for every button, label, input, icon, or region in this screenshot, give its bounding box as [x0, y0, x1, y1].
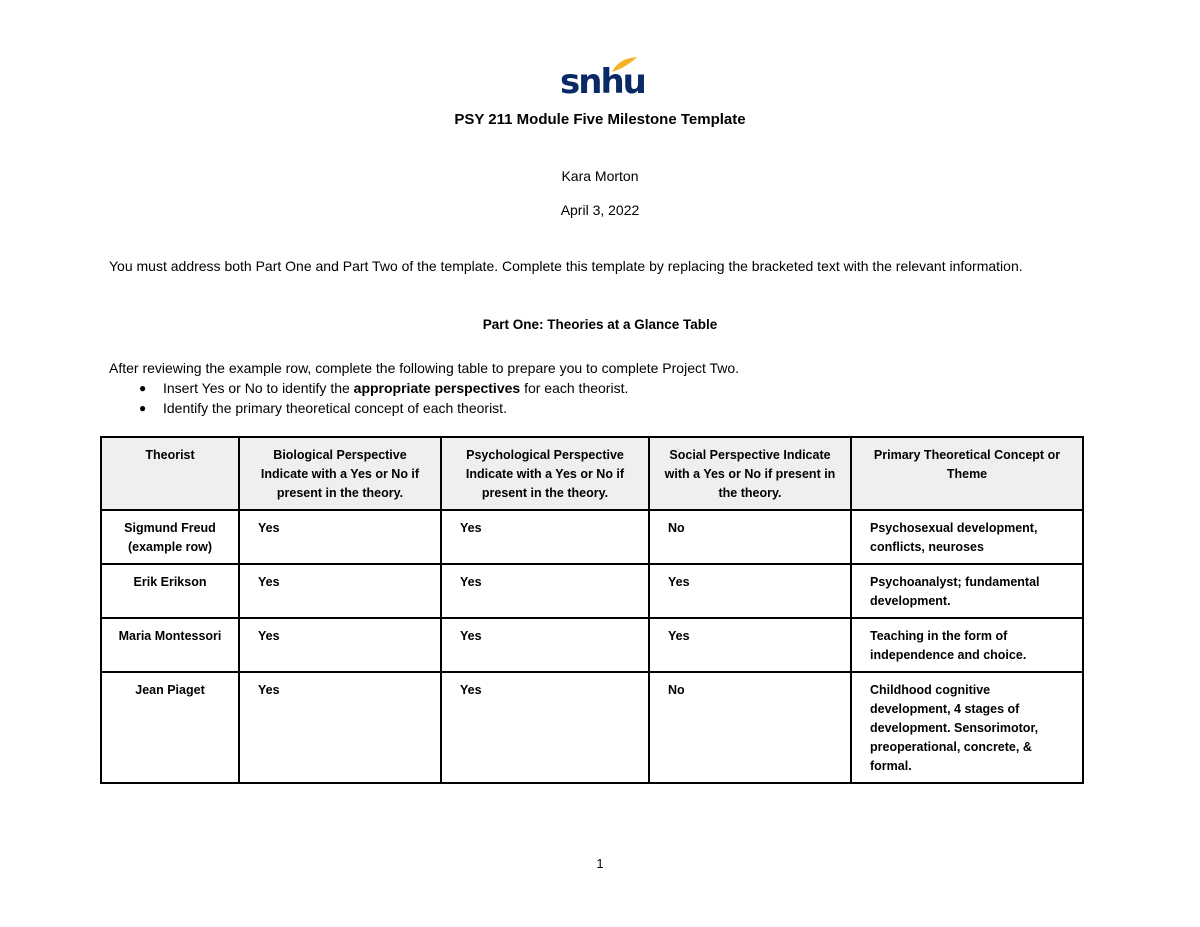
header-concept: Primary Theoretical Concept or Theme	[851, 437, 1083, 510]
biological-cell: Yes	[239, 510, 441, 564]
header-biological: Biological Perspective Indicate with a Yes or No if present in the theory.	[239, 437, 441, 510]
theorist-cell: Maria Montessori	[101, 618, 239, 672]
concept-cell: Psychoanalyst; fundamental development.	[851, 564, 1083, 618]
header-social: Social Perspective Indicate with a Yes or No if present in the theory.	[649, 437, 851, 510]
theorist-cell: Jean Piaget	[101, 672, 239, 783]
social-cell: Yes	[649, 564, 851, 618]
bullet-text-pre: Identify the primary theoretical concept of each theorist.	[163, 400, 507, 416]
table-row	[101, 618, 1083, 672]
social-cell: Yes	[649, 618, 851, 672]
list-item	[109, 398, 628, 418]
theories-table	[100, 436, 1084, 784]
page-title: PSY 211 Module Five Milestone Template	[454, 111, 746, 128]
instructions-text: After reviewing the example row, complete the following table to prepare you to complete Project Two.	[109, 360, 740, 376]
biological-cell: Yes	[239, 672, 441, 783]
bullet-text-post: for each theorist.	[520, 380, 629, 396]
psychological-cell: Yes	[441, 510, 649, 564]
psychological-cell: Yes	[441, 618, 649, 672]
biological-cell: Yes	[239, 618, 441, 672]
list-item	[109, 378, 628, 398]
table-row	[101, 672, 1083, 783]
author-name: Kara Morton	[561, 168, 639, 184]
theorist-cell: Erik Erikson	[101, 564, 239, 618]
header-psychological: Psychological Perspective Indicate with a Yes or No if present in the theory.	[441, 437, 649, 510]
table-row	[101, 564, 1083, 618]
concept-cell: Childhood cognitive development, 4 stages of development. Sensorimotor, preoperational, concrete, & formal.	[851, 672, 1083, 783]
snhu-logo	[560, 56, 645, 102]
part-one-heading: Part One: Theories at a Glance Table	[482, 317, 718, 332]
bullet-icon: ●	[139, 381, 147, 395]
concept-cell: Teaching in the form of independence and choice.	[851, 618, 1083, 672]
instruction-list	[109, 378, 628, 418]
bullet-text-pre: Insert Yes or No to identify the	[163, 380, 354, 396]
psychological-cell: Yes	[441, 672, 649, 783]
psychological-cell: Yes	[441, 564, 649, 618]
document-date: April 3, 2022	[560, 202, 640, 218]
social-cell: No	[649, 672, 851, 783]
page-number: 1	[596, 856, 604, 871]
social-cell: No	[649, 510, 851, 564]
logo-text: snhu	[560, 62, 645, 102]
bullet-text-bold: appropriate perspectives	[353, 380, 521, 396]
intro-paragraph: You must address both Part One and Part Two of the template. Complete this template by replacing the bracketed text with the relevant information.	[109, 258, 1023, 274]
theorist-cell: Sigmund Freud (example row)	[101, 510, 239, 564]
concept-cell: Psychosexual development, conflicts, neuroses	[851, 510, 1083, 564]
biological-cell: Yes	[239, 564, 441, 618]
table-header-row	[101, 437, 1083, 510]
header-theorist: Theorist	[101, 437, 239, 510]
bullet-icon: ●	[139, 401, 147, 415]
table-row	[101, 510, 1083, 564]
